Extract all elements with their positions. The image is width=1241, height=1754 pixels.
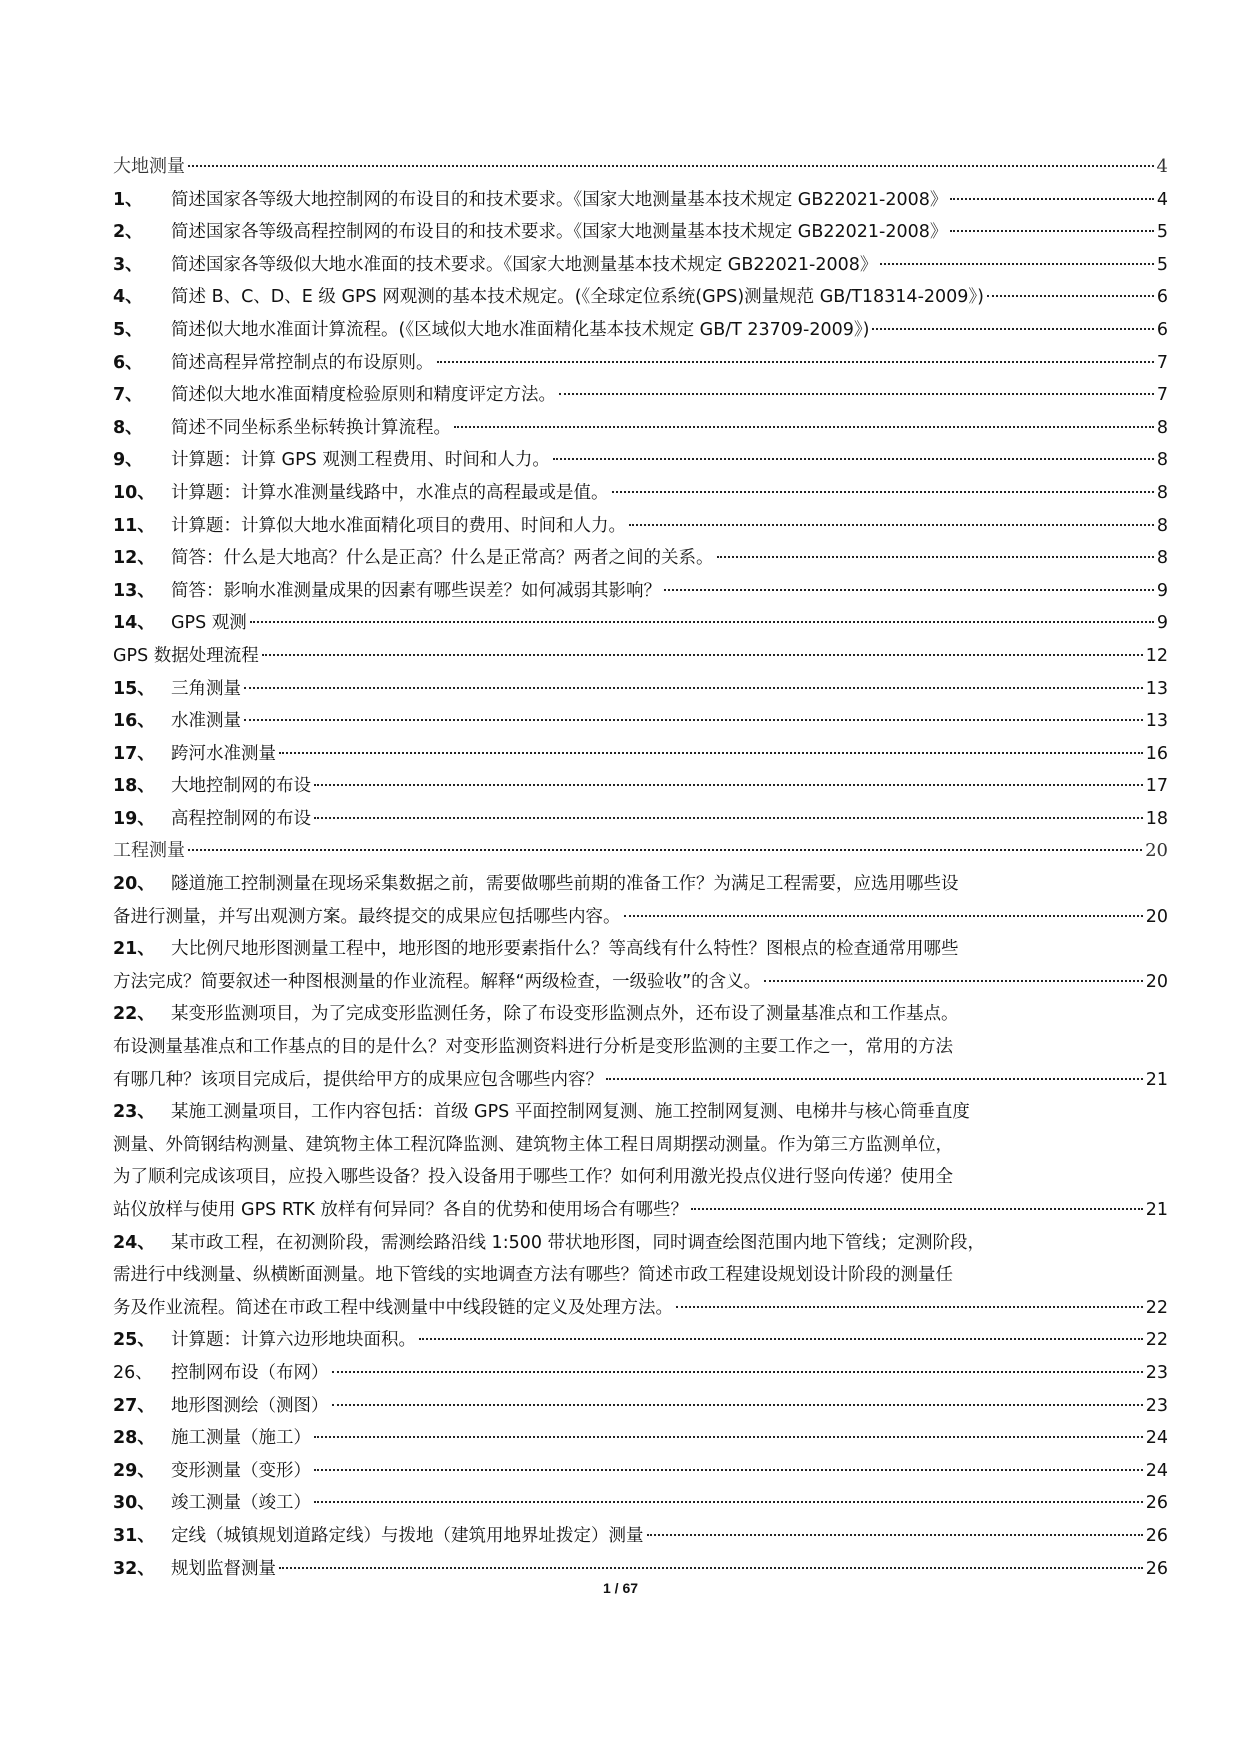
toc-page-number: 7 xyxy=(1156,352,1168,373)
toc-entry[interactable] xyxy=(113,933,1168,966)
toc-entry-number: 29、 xyxy=(113,1460,155,1481)
dot-leader xyxy=(647,1534,1143,1536)
toc-entry-title-line: 某施工测量项目，工作内容包括：首级 GPS 平面控制网复测、施工控制网复测、电梯井与核心筒垂直度 xyxy=(171,1102,970,1123)
toc-entry-title-line: 大比例尺地形图测量工程中，地形图的地形要素指什么？等高线有什么特性？图根点的检查通常用哪些 xyxy=(171,939,959,960)
toc-page-number: 5 xyxy=(1156,254,1168,275)
toc-page-number: 24 xyxy=(1145,1428,1168,1449)
dot-leader xyxy=(606,1078,1143,1080)
dot-leader xyxy=(664,589,1154,591)
dot-leader xyxy=(314,1469,1143,1471)
toc-entry[interactable] xyxy=(113,673,1168,706)
toc-entry[interactable] xyxy=(113,281,1168,314)
toc-page-number: 26 xyxy=(1145,1525,1168,1546)
dot-leader xyxy=(250,621,1154,623)
toc-entry[interactable] xyxy=(113,542,1168,575)
toc-section-heading[interactable] xyxy=(113,835,1168,868)
toc-entry-number: 27、 xyxy=(113,1395,155,1416)
toc-page-number: 7 xyxy=(1156,385,1168,406)
toc-entry-number: 10、 xyxy=(113,482,155,503)
toc-entry[interactable] xyxy=(113,1455,1168,1488)
toc-entry-number: 31、 xyxy=(113,1525,155,1546)
toc-page-number: 26 xyxy=(1145,1493,1168,1514)
toc-entry-number: 25、 xyxy=(113,1330,155,1351)
dot-leader xyxy=(454,426,1154,428)
toc-entry-number: 18、 xyxy=(113,776,155,797)
dot-leader xyxy=(188,849,1142,851)
toc-entry-number: 20、 xyxy=(113,874,155,895)
toc-entry[interactable] xyxy=(113,770,1168,803)
toc-entry-number: 16、 xyxy=(113,711,155,732)
toc-entry-title: 竣工测量（竣工） xyxy=(171,1493,311,1514)
dot-leader xyxy=(691,1208,1143,1210)
toc-entry[interactable] xyxy=(113,216,1168,249)
toc-entry-number: 8、 xyxy=(113,417,143,438)
toc-page-number: 9 xyxy=(1156,580,1168,601)
toc-entry-continuation xyxy=(113,1292,1168,1325)
toc-page-number: 13 xyxy=(1145,678,1168,699)
toc-entry-number: 32、 xyxy=(113,1558,155,1579)
toc-page-number: 24 xyxy=(1145,1460,1168,1481)
toc-entry-title: 简述似大地水准面精度检验原则和精度评定方法。 xyxy=(171,385,556,406)
dot-leader xyxy=(314,784,1143,786)
dot-leader xyxy=(950,230,1153,232)
dot-leader xyxy=(188,165,1154,167)
toc-entry-continuation xyxy=(113,1161,1168,1194)
toc-entry-title-line: 某市政工程，在初测阶段，需测绘路沿线 1:500 带状地形图，同时调查绘图范围内地下管线；定测阶段， xyxy=(171,1232,986,1253)
toc-entry-number: 13、 xyxy=(113,580,155,601)
toc-entry-title: 定线（城镇规划道路定线）与拨地（建筑用地界址拨定）测量 xyxy=(171,1525,644,1546)
toc-page-number: 21 xyxy=(1145,1200,1168,1220)
dot-leader xyxy=(437,361,1154,363)
toc-entry-title: 简答：什么是大地高？什么是正高？什么是正常高？两者之间的关系。 xyxy=(171,548,714,569)
toc-entry-title: 控制网布设（布网） xyxy=(171,1362,329,1383)
toc-page-number: 23 xyxy=(1145,1395,1168,1416)
toc-entry[interactable] xyxy=(113,1390,1168,1423)
dot-leader xyxy=(987,295,1154,297)
toc-entry[interactable] xyxy=(113,738,1168,771)
toc-entry-number: 23、 xyxy=(113,1102,155,1123)
toc-page-number: 5 xyxy=(1156,222,1168,243)
toc-entry-title: 简述国家各等级似大地水准面的技术要求。《国家大地测量基本技术规定 GB22021-2008》 xyxy=(171,254,878,275)
toc-entry-number: 5、 xyxy=(113,319,143,340)
dot-leader xyxy=(764,980,1143,982)
dot-leader xyxy=(332,1371,1143,1373)
toc-entry-title: 简述国家各等级大地控制网的布设目的和技术要求。《国家大地测量基本技术规定 GB22021-2008》 xyxy=(171,189,948,210)
toc-entry[interactable] xyxy=(113,510,1168,543)
toc-entry-number: 7、 xyxy=(113,385,143,406)
toc-entry[interactable] xyxy=(113,998,1168,1031)
toc-page-number: 23 xyxy=(1145,1362,1168,1383)
toc-page-number: 18 xyxy=(1145,808,1168,829)
toc-entry-number: 3、 xyxy=(113,254,143,275)
toc-entry[interactable] xyxy=(113,1520,1168,1553)
toc-entry[interactable] xyxy=(113,347,1168,380)
toc-entry[interactable] xyxy=(113,868,1168,901)
dot-leader xyxy=(553,458,1154,460)
toc-entry-continuation xyxy=(113,1031,1168,1064)
toc-page-number: 22 xyxy=(1145,1297,1168,1318)
toc-entry-title-line: 备进行测量，并写出观测方案。最终提交的成果应包括哪些内容。 xyxy=(113,906,621,927)
toc-entry-title: 变形测量（变形） xyxy=(171,1460,311,1481)
dot-leader xyxy=(676,1306,1143,1308)
toc-page-number: 8 xyxy=(1156,482,1168,503)
toc-entry-number: 30、 xyxy=(113,1493,155,1514)
dot-leader xyxy=(244,687,1143,689)
dot-leader xyxy=(872,328,1153,330)
toc-entry-number: 15、 xyxy=(113,678,155,699)
toc-entry[interactable] xyxy=(113,803,1168,836)
toc-subsection[interactable] xyxy=(113,640,1168,673)
dot-leader xyxy=(419,1338,1143,1340)
dot-leader xyxy=(717,556,1154,558)
toc-page-number: 6 xyxy=(1156,287,1168,308)
toc-entry-continuation xyxy=(113,901,1168,934)
table-of-contents xyxy=(113,151,1168,1585)
toc-entry[interactable] xyxy=(113,412,1168,445)
toc-page-number: 20 xyxy=(1145,906,1168,927)
toc-entry-number: 24、 xyxy=(113,1232,155,1253)
dot-leader xyxy=(629,524,1154,526)
toc-entry-number: 1、 xyxy=(113,189,143,210)
toc-entry-title: 计算题：计算六边形地块面积。 xyxy=(171,1330,416,1351)
toc-page-number: 20 xyxy=(1145,840,1168,862)
toc-entry-continuation xyxy=(113,1129,1168,1162)
toc-entry-title: 跨河水准测量 xyxy=(171,743,276,764)
toc-entry-title: 施工测量（施工） xyxy=(171,1428,311,1449)
toc-entry-number: 2、 xyxy=(113,222,143,243)
toc-page-number: 4 xyxy=(1156,189,1168,210)
toc-entry-number: 22、 xyxy=(113,1004,155,1025)
toc-entry-number: 11、 xyxy=(113,515,155,536)
toc-entry-title: 水准测量 xyxy=(171,711,241,732)
toc-page-number: 8 xyxy=(1156,417,1168,438)
toc-entry-title: 简述国家各等级高程控制网的布设目的和技术要求。《国家大地测量基本技术规定 GB22021-2008》 xyxy=(171,222,948,243)
toc-entry-title: 简答：影响水准测量成果的因素有哪些误差？如何减弱其影响？ xyxy=(171,580,661,601)
toc-entry[interactable] xyxy=(113,314,1168,347)
toc-entry[interactable] xyxy=(113,477,1168,510)
toc-entry-title: 工程测量 xyxy=(113,840,185,862)
toc-entry-title: 简述不同坐标系坐标转换计算流程。 xyxy=(171,417,451,438)
dot-leader xyxy=(612,491,1154,493)
dot-leader xyxy=(244,719,1143,721)
dot-leader xyxy=(559,393,1154,395)
toc-entry-title-line: 需进行中线测量、纵横断面测量。地下管线的实地调查方法有哪些？简述市政工程建设规划设计阶段的测量任 xyxy=(113,1265,953,1286)
dot-leader xyxy=(262,654,1143,656)
toc-entry-title: 计算题：计算水准测量线路中，水准点的高程最或是值。 xyxy=(171,482,609,503)
toc-entry-title-line: 方法完成？简要叙述一种图根测量的作业流程。解释“两级检查，一级验收”的含义。 xyxy=(113,971,762,992)
dot-leader xyxy=(950,198,1153,200)
toc-page-number: 4 xyxy=(1156,156,1168,177)
toc-entry-number: 19、 xyxy=(113,808,155,829)
toc-entry-title: 高程控制网的布设 xyxy=(171,808,311,829)
toc-entry-title: 地形图测绘（测图） xyxy=(171,1395,329,1416)
toc-page-number: 6 xyxy=(1156,319,1168,340)
toc-entry[interactable] xyxy=(113,607,1168,640)
toc-entry-title-line: 布设测量基准点和工作基点的目的是什么？对变形监测资料进行分析是变形监测的主要工作之一，常用的方法 xyxy=(113,1037,953,1058)
toc-entry-number: 21、 xyxy=(113,939,155,960)
toc-entry-continuation xyxy=(113,1064,1168,1097)
dot-leader xyxy=(279,1567,1143,1569)
toc-entry-number: 4、 xyxy=(113,287,143,308)
toc-entry-number: 6、 xyxy=(113,352,143,373)
toc-entry-title: 计算题：计算似大地水准面精化项目的费用、时间和人力。 xyxy=(171,515,626,536)
toc-entry[interactable] xyxy=(113,1357,1168,1390)
toc-entry[interactable] xyxy=(113,575,1168,608)
toc-entry-title: 规划监督测量 xyxy=(171,1558,276,1579)
toc-entry-title-line: 隧道施工控制测量在现场采集数据之前，需要做哪些前期的准备工作？为满足工程需要，应选用哪些设 xyxy=(171,874,959,895)
dot-leader xyxy=(314,1436,1143,1438)
toc-entry-title: 简述高程异常控制点的布设原则。 xyxy=(171,352,434,373)
toc-entry[interactable] xyxy=(113,1096,1168,1129)
toc-entry[interactable] xyxy=(113,1487,1168,1520)
toc-entry-title: GPS 数据处理流程 xyxy=(113,645,259,666)
toc-entry-title-line: 为了顺利完成该项目，应投入哪些设备？投入设备用于哪些工作？如何利用激光投点仪进行竖向传递？使用全 xyxy=(113,1167,953,1188)
toc-entry-title-line: 某变形监测项目，为了完成变形监测任务，除了布设变形监测点外，还布设了测量基准点和工作基点。 xyxy=(171,1004,959,1025)
toc-entry-number: 28、 xyxy=(113,1428,155,1449)
toc-entry-title-line: 务及作业流程。简述在市政工程中线测量中中线段链的定义及处理方法。 xyxy=(113,1297,673,1318)
dot-leader xyxy=(314,817,1143,819)
toc-page-number: 9 xyxy=(1156,613,1168,634)
toc-page-number: 12 xyxy=(1145,645,1168,666)
toc-entry-title: 大地控制网的布设 xyxy=(171,776,311,797)
toc-page-number: 21 xyxy=(1145,1069,1168,1090)
toc-page-number: 8 xyxy=(1156,515,1168,536)
toc-page-number: 26 xyxy=(1145,1558,1168,1579)
toc-entry[interactable] xyxy=(113,444,1168,477)
dot-leader xyxy=(624,915,1143,917)
page-number: 1 / 67 xyxy=(602,1580,639,1596)
toc-entry-number: 14、 xyxy=(113,613,155,634)
toc-page-number: 20 xyxy=(1145,971,1168,992)
toc-entry[interactable] xyxy=(113,705,1168,738)
toc-entry[interactable] xyxy=(113,1227,1168,1260)
toc-entry-title: 简述似大地水准面计算流程。(《区域似大地水准面精化基本技术规定 GB/T 23709-2009》) xyxy=(171,319,870,340)
toc-entry-title-line: 站仪放样与使用 GPS RTK 放样有何异同？各自的优势和使用场合有哪些？ xyxy=(113,1200,688,1220)
toc-entry[interactable] xyxy=(113,379,1168,412)
toc-entry-number: 17、 xyxy=(113,743,155,764)
dot-leader xyxy=(314,1501,1143,1503)
toc-page-number: 13 xyxy=(1145,711,1168,732)
toc-entry-title-line: 测量、外筒钢结构测量、建筑物主体工程沉降监测、建筑物主体工程日周期摆动测量。作为第三方监测单位， xyxy=(113,1134,953,1155)
toc-entry-title: 大地测量 xyxy=(113,156,185,177)
toc-entry[interactable] xyxy=(113,249,1168,282)
toc-entry[interactable] xyxy=(113,1324,1168,1357)
toc-page-number: 22 xyxy=(1145,1330,1168,1351)
toc-entry-title: GPS 观测 xyxy=(171,613,247,634)
dot-leader xyxy=(279,752,1143,754)
toc-page-number: 16 xyxy=(1145,743,1168,764)
toc-entry-title: 简述 B、C、D、E 级 GPS 网观测的基本技术规定。(《全球定位系统(GPS)测量规范 GB/T18314-2009》) xyxy=(171,287,984,308)
toc-section-heading[interactable] xyxy=(113,151,1168,184)
toc-entry[interactable] xyxy=(113,184,1168,217)
toc-entry-title: 三角测量 xyxy=(171,678,241,699)
toc-entry-continuation xyxy=(113,1259,1168,1292)
toc-entry-continuation xyxy=(113,966,1168,999)
dot-leader xyxy=(880,263,1153,265)
toc-entry-title: 计算题：计算 GPS 观测工程费用、时间和人力。 xyxy=(171,450,550,471)
toc-entry-number: 12、 xyxy=(113,548,155,569)
toc-page-number: 8 xyxy=(1156,548,1168,569)
toc-entry-number: 26、 xyxy=(113,1362,153,1383)
toc-page-number: 8 xyxy=(1156,450,1168,471)
toc-entry-number: 9、 xyxy=(113,450,143,471)
toc-entry-title-line: 有哪几种？该项目完成后，提供给甲方的成果应包含哪些内容？ xyxy=(113,1069,603,1090)
toc-entry[interactable] xyxy=(113,1422,1168,1455)
dot-leader xyxy=(332,1404,1143,1406)
toc-entry-continuation xyxy=(113,1194,1168,1227)
toc-page-number: 17 xyxy=(1145,776,1168,797)
